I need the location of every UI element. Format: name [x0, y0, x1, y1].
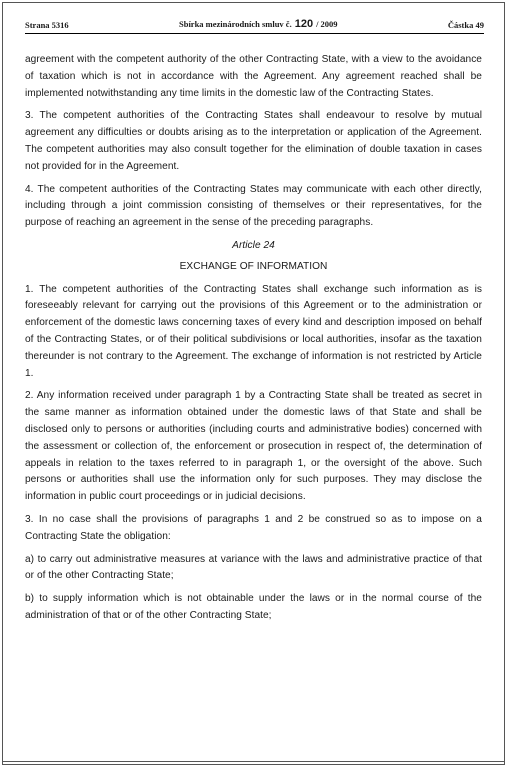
paragraph: 1. The competent authorities of the Contracting States shall exchange such information as is foreseeably relevant for carrying out the provisions of this Agreement or to the administration or enforcement of the domestic laws concerning taxes of every kind and description imposed on behalf of the Contracting States, or of their political subdivisions or local authorities, insofar as the taxation thereunder is not contrary to the Agreement. The exchange of information is not restricted by Article 1. [25, 283, 482, 379]
paragraph: b) to supply information which is not obtainable under the laws or in the normal course of the administration of that or of the other Contracting State; [25, 593, 482, 621]
paragraph: 3. In no case shall the provisions of paragraphs 1 and 2 be construed so as to impose on a Contracting State the obligation: [25, 513, 482, 542]
footer-rule [2, 761, 505, 762]
issue-year: / 2009 [316, 19, 338, 29]
article-heading: EXCHANGE OF INFORMATION [179, 260, 328, 272]
part-number: Částka 49 [447, 20, 484, 30]
issue-number: 120 [294, 18, 314, 30]
paragraph: a) to carry out administrative measures at variance with the laws and administrative practice of that or of the other Contracting State; [25, 553, 482, 582]
page-number: Strana 5316 [25, 20, 69, 30]
collection-name: Sbírka mezinárodních smluv č. [178, 19, 292, 29]
article-number: Article 24 [232, 239, 275, 251]
document-body [25, 52, 482, 631]
page-header [25, 12, 484, 34]
paragraph: 2. Any information received under paragraph 1 by a Contracting State shall be treated as secret in the same manner as information obtained under the domestic laws of that State and shall be disclosed only to persons or authorities (including courts and administrative bodies) concerned with the assessment or collection of, the enforcement or prosecution in respect of, the determination of appeals in relation to the taxes referred to in paragraph 1, or the oversight of the above. Such persons or authorities shall use the information only for such purposes. They may disclose the information in public court proceedings or in judicial decisions. [25, 390, 482, 503]
paragraph: 3. The competent authorities of the Contracting States shall endeavour to resolve by mutual agreement any difficulties or doubts arising as to the interpretation or application of the Agreement. The competent authorities may also consult together for the elimination of double taxation in cases not provided for in the Agreement. [25, 110, 482, 172]
collection-title [179, 18, 338, 30]
paragraph: agreement with the competent authority of the other Contracting State, with a view to the avoidance of taxation which is not in accordance with the Agreement. Any agreement reached shall be implemented notwithstanding any time limits in the domestic law of the Contracting States. [25, 54, 482, 99]
paragraph: 4. The competent authorities of the Contracting States may communicate with each other directly, including through a joint commission consisting of themselves or their representatives, for the purpose of reaching an agreement in the sense of the preceding paragraphs. [25, 183, 482, 229]
